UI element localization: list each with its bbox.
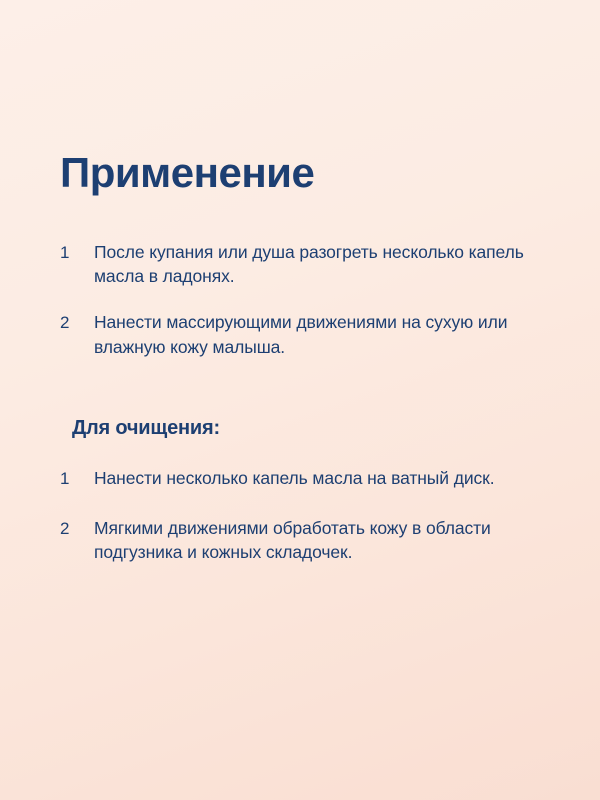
step-text: Нанести несколько капель масла на ватный диск.	[94, 467, 495, 488]
steps-list-application	[60, 240, 530, 359]
list-item	[60, 516, 530, 564]
list-item	[60, 240, 530, 288]
page-title: Применение	[60, 149, 315, 196]
step-text: Мягкими движениями обработать кожу в области подгузника и кожных складочек.	[94, 518, 491, 563]
step-number: 2	[60, 313, 70, 333]
step-number: 1	[60, 468, 70, 488]
content-area	[60, 150, 530, 590]
section-heading-cleansing: Для очищения:	[72, 416, 220, 439]
step-text: После купания или душа разогреть несколько капель масла в ладонях.	[94, 242, 524, 287]
step-number: 1	[60, 243, 70, 263]
list-item	[60, 310, 530, 358]
list-item	[60, 466, 530, 490]
step-text: Нанести массирующими движениями на сухую или влажную кожу малыша.	[94, 312, 508, 357]
steps-list-cleansing	[60, 466, 530, 565]
step-number: 2	[60, 519, 70, 539]
